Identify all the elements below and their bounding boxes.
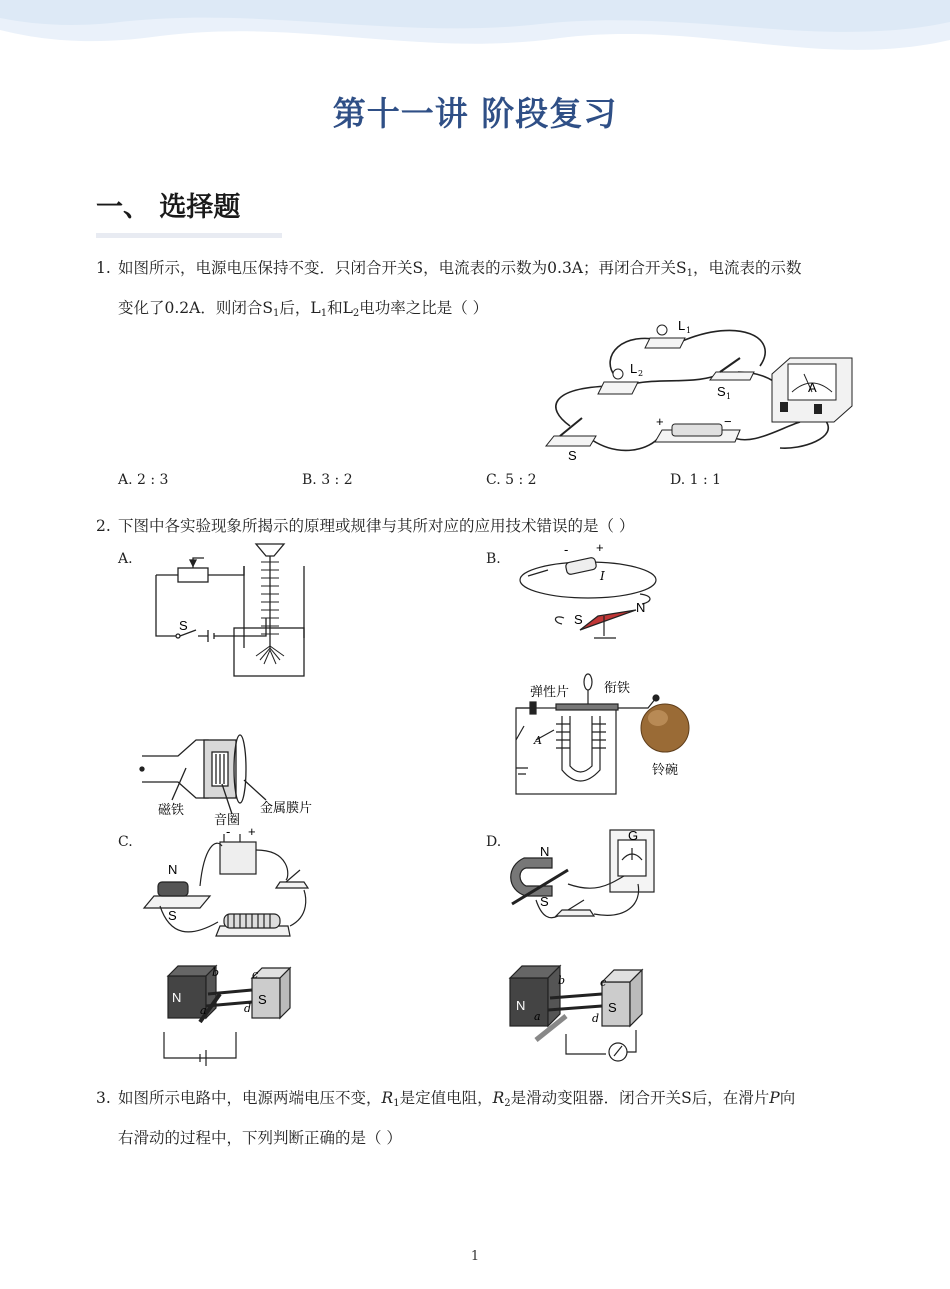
question-text-line-1: 如图所示，电源电压保持不变．只闭合开关S，电流表的示数为0.3A；再闭合开关$S_1$，电流表的示数: [118, 259, 802, 279]
svg-text:+: +: [248, 826, 256, 839]
q2-option-c-label[interactable]: C.: [118, 834, 133, 850]
svg-text:L: L: [630, 361, 638, 376]
svg-text:G: G: [628, 828, 639, 843]
svg-text:S: S: [540, 894, 549, 909]
svg-text:S: S: [717, 384, 726, 399]
svg-text:d: d: [592, 1012, 600, 1025]
q1-circuit-figure: [540, 318, 860, 464]
svg-text:音圈: 音圈: [214, 812, 241, 827]
svg-text:弹性片: 弹性片: [530, 684, 570, 699]
page-number: 1: [470, 1249, 480, 1264]
q2-option-d-label[interactable]: D.: [486, 834, 502, 850]
svg-text:a: a: [534, 1010, 541, 1023]
question-number: 3.: [96, 1089, 111, 1107]
svg-text:2: 2: [638, 369, 644, 378]
svg-text:S: S: [168, 908, 177, 923]
q1-option-b[interactable]: B. 3 : 2: [302, 472, 353, 488]
svg-text:A: A: [808, 380, 817, 395]
header-wave-decoration: [0, 0, 950, 70]
svg-text:−: −: [724, 414, 732, 429]
svg-text:c: c: [252, 968, 259, 981]
svg-text:N: N: [516, 998, 526, 1013]
q1-option-a[interactable]: A. 2 : 3: [118, 472, 169, 488]
question-text-line-2: 变化了0.2A．则闭合$S_1$后，$L_1$和$L_2$电功率之比是（ ）: [118, 299, 489, 319]
svg-text:A: A: [534, 734, 542, 747]
q1-option-d[interactable]: D. 1 : 1: [670, 472, 722, 488]
q2-figure-c: [140, 826, 320, 1066]
svg-text:N: N: [168, 862, 178, 877]
q2-option-b-label[interactable]: B.: [486, 551, 501, 567]
section-heading: 一、 选择题: [96, 192, 241, 223]
svg-text:S: S: [568, 448, 577, 463]
q1-option-c[interactable]: C. 5 : 2: [486, 472, 537, 488]
svg-text:1: 1: [686, 326, 692, 335]
svg-text:+: +: [596, 540, 604, 555]
q2-figure-b: [508, 540, 708, 800]
svg-text:b: b: [212, 966, 220, 979]
svg-text:N: N: [636, 600, 646, 615]
svg-text:S: S: [179, 618, 188, 633]
svg-text:c: c: [600, 976, 607, 989]
svg-text:S: S: [574, 612, 583, 627]
svg-text:铃碗: 铃碗: [652, 762, 679, 777]
q2-option-a-label[interactable]: A.: [118, 551, 133, 567]
question-text: 下图中各实验现象所揭示的原理或规律与其所对应的应用技术错误的是（ ）: [118, 517, 635, 535]
svg-text:+: +: [656, 414, 664, 429]
svg-text:衔铁: 衔铁: [604, 680, 631, 695]
question-number: 2.: [96, 517, 111, 535]
question-number: 1.: [96, 259, 111, 277]
svg-text:-: -: [226, 826, 231, 839]
page-title: 第十一讲 阶段复习: [332, 94, 618, 133]
svg-text:a: a: [200, 1004, 207, 1017]
question-3: [96, 1081, 856, 1155]
svg-text:b: b: [558, 974, 566, 987]
svg-text:磁铁: 磁铁: [158, 802, 185, 817]
svg-text:L: L: [678, 318, 686, 333]
svg-text:1: 1: [726, 392, 732, 401]
svg-text:-: -: [564, 542, 569, 557]
q2-figure-a: [136, 538, 336, 828]
q2-figure-d: [506, 824, 666, 1070]
svg-text:d: d: [244, 1002, 252, 1015]
svg-text:S: S: [258, 992, 267, 1007]
svg-text:S: S: [608, 1000, 617, 1015]
svg-text:N: N: [172, 990, 182, 1005]
question-text-line-1: 如图所示电路中，电源两端电压不变，$R_1$是定值电阻，$R_2$是滑动变阻器．闭合开关S后，在滑片P向: [118, 1089, 796, 1109]
question-text-line-2: 右滑动的过程中，下列判断正确的是（ ）: [118, 1129, 402, 1147]
svg-text:N: N: [540, 844, 550, 859]
svg-text:I: I: [600, 569, 605, 583]
section-underline: [96, 233, 282, 238]
svg-text:金属膜片: 金属膜片: [260, 800, 313, 815]
